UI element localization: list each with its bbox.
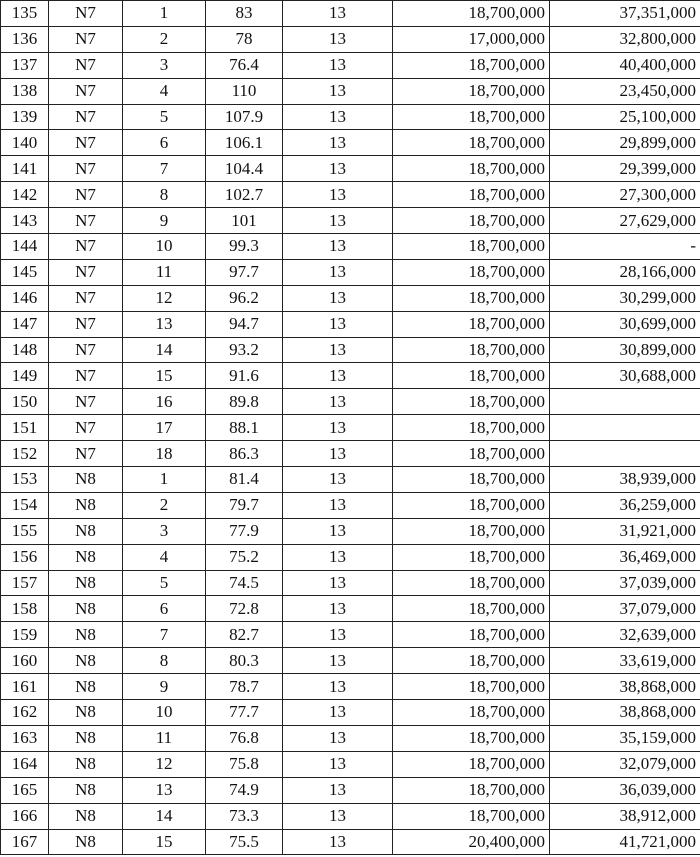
row-number-cell: 163 [1,725,49,751]
table-row [1,311,700,337]
unit-price-cell: 18,700,000 [393,156,550,182]
floor-count-cell: 13 [283,829,393,855]
unit-price-cell: 17,000,000 [393,26,550,52]
table-row [1,415,700,441]
unit-number-cell: 10 [123,700,206,726]
table-row [1,285,700,311]
area-cell: 75.8 [206,751,283,777]
area-cell: 75.5 [206,829,283,855]
block-cell: N7 [49,234,123,260]
total-price-cell: 41,721,000 [550,829,700,855]
table-row [1,622,700,648]
floor-count-cell: 13 [283,674,393,700]
total-price-cell: 23,450,000 [550,78,700,104]
unit-price-cell: 18,700,000 [393,518,550,544]
total-price-cell: 28,166,000 [550,259,700,285]
unit-price-cell: 18,700,000 [393,674,550,700]
unit-number-cell: 5 [123,104,206,130]
area-cell: 104.4 [206,156,283,182]
total-price-cell: 30,899,000 [550,337,700,363]
total-price-cell [550,415,700,441]
floor-count-cell: 13 [283,234,393,260]
row-number-cell: 148 [1,337,49,363]
total-price-cell [550,389,700,415]
total-price-cell: 30,688,000 [550,363,700,389]
area-cell: 74.5 [206,570,283,596]
table-row [1,570,700,596]
block-cell: N8 [49,544,123,570]
area-cell: 101 [206,208,283,234]
area-cell: 78.7 [206,674,283,700]
area-cell: 89.8 [206,389,283,415]
block-cell: N7 [49,415,123,441]
table-row [1,182,700,208]
unit-number-cell: 2 [123,492,206,518]
floor-count-cell: 13 [283,285,393,311]
total-price-cell [550,441,700,467]
row-number-cell: 167 [1,829,49,855]
total-price-cell: 38,868,000 [550,674,700,700]
table-row [1,441,700,467]
total-price-cell: 33,619,000 [550,648,700,674]
total-price-cell: 32,079,000 [550,751,700,777]
area-cell: 80.3 [206,648,283,674]
unit-number-cell: 3 [123,52,206,78]
area-cell: 107.9 [206,104,283,130]
block-cell: N7 [49,259,123,285]
unit-price-cell: 18,700,000 [393,492,550,518]
table-row [1,52,700,78]
area-cell: 72.8 [206,596,283,622]
area-cell: 77.9 [206,518,283,544]
floor-count-cell: 13 [283,803,393,829]
area-cell: 75.2 [206,544,283,570]
floor-count-cell: 13 [283,441,393,467]
total-price-cell: 35,159,000 [550,725,700,751]
table-row [1,492,700,518]
row-number-cell: 137 [1,52,49,78]
row-number-cell: 157 [1,570,49,596]
block-cell: N7 [49,363,123,389]
total-price-cell: 27,300,000 [550,182,700,208]
row-number-cell: 161 [1,674,49,700]
table-row [1,725,700,751]
table-row [1,700,700,726]
table-row [1,26,700,52]
floor-count-cell: 13 [283,622,393,648]
row-number-cell: 138 [1,78,49,104]
row-number-cell: 164 [1,751,49,777]
block-cell: N8 [49,492,123,518]
total-price-cell: 32,800,000 [550,26,700,52]
block-cell: N8 [49,467,123,493]
block-cell: N8 [49,725,123,751]
floor-count-cell: 13 [283,26,393,52]
unit-price-cell: 18,700,000 [393,441,550,467]
table-row [1,363,700,389]
total-price-cell: 38,868,000 [550,700,700,726]
table-row [1,544,700,570]
floor-count-cell: 13 [283,363,393,389]
row-number-cell: 158 [1,596,49,622]
floor-count-cell: 13 [283,156,393,182]
row-number-cell: 150 [1,389,49,415]
row-number-cell: 160 [1,648,49,674]
table-row [1,803,700,829]
block-cell: N7 [49,52,123,78]
unit-price-cell: 18,700,000 [393,725,550,751]
area-cell: 99.3 [206,234,283,260]
table-row [1,1,700,27]
block-cell: N7 [49,156,123,182]
table-row [1,337,700,363]
total-price-cell: 36,039,000 [550,777,700,803]
block-cell: N8 [49,829,123,855]
block-cell: N7 [49,285,123,311]
row-number-cell: 151 [1,415,49,441]
total-price-cell: 25,100,000 [550,104,700,130]
table-row [1,648,700,674]
total-price-cell: 37,079,000 [550,596,700,622]
unit-price-cell: 18,700,000 [393,311,550,337]
unit-price-cell: 18,700,000 [393,208,550,234]
table-row [1,259,700,285]
floor-count-cell: 13 [283,751,393,777]
unit-price-cell: 18,700,000 [393,52,550,78]
row-number-cell: 135 [1,1,49,27]
row-number-cell: 147 [1,311,49,337]
floor-count-cell: 13 [283,208,393,234]
total-price-cell: 30,699,000 [550,311,700,337]
unit-number-cell: 9 [123,674,206,700]
block-cell: N7 [49,1,123,27]
block-cell: N7 [49,26,123,52]
floor-count-cell: 13 [283,337,393,363]
block-cell: N8 [49,751,123,777]
unit-price-cell: 18,700,000 [393,570,550,596]
area-cell: 79.7 [206,492,283,518]
floor-count-cell: 13 [283,311,393,337]
table-row [1,467,700,493]
row-number-cell: 165 [1,777,49,803]
block-cell: N7 [49,78,123,104]
unit-number-cell: 14 [123,803,206,829]
row-number-cell: 145 [1,259,49,285]
unit-number-cell: 18 [123,441,206,467]
floor-count-cell: 13 [283,1,393,27]
unit-number-cell: 5 [123,570,206,596]
area-cell: 76.4 [206,52,283,78]
unit-number-cell: 11 [123,725,206,751]
block-cell: N7 [49,208,123,234]
total-price-cell: 32,639,000 [550,622,700,648]
block-cell: N8 [49,570,123,596]
table-row [1,829,700,855]
block-cell: N7 [49,311,123,337]
floor-count-cell: 13 [283,492,393,518]
block-cell: N8 [49,700,123,726]
area-cell: 88.1 [206,415,283,441]
row-number-cell: 155 [1,518,49,544]
unit-number-cell: 15 [123,363,206,389]
row-number-cell: 162 [1,700,49,726]
table-row [1,104,700,130]
unit-number-cell: 10 [123,234,206,260]
floor-count-cell: 13 [283,78,393,104]
total-price-cell: 29,399,000 [550,156,700,182]
floor-count-cell: 13 [283,544,393,570]
row-number-cell: 144 [1,234,49,260]
unit-number-cell: 12 [123,751,206,777]
unit-price-cell: 18,700,000 [393,803,550,829]
unit-price-cell: 18,700,000 [393,104,550,130]
row-number-cell: 159 [1,622,49,648]
area-cell: 81.4 [206,467,283,493]
block-cell: N8 [49,648,123,674]
total-price-cell: 38,939,000 [550,467,700,493]
block-cell: N7 [49,337,123,363]
table-row [1,674,700,700]
row-number-cell: 142 [1,182,49,208]
unit-price-cell: 18,700,000 [393,467,550,493]
unit-number-cell: 16 [123,389,206,415]
table-row [1,156,700,182]
block-cell: N8 [49,803,123,829]
area-cell: 82.7 [206,622,283,648]
row-number-cell: 149 [1,363,49,389]
area-cell: 86.3 [206,441,283,467]
floor-count-cell: 13 [283,518,393,544]
unit-price-cell: 18,700,000 [393,777,550,803]
block-cell: N8 [49,777,123,803]
unit-price-cell: 18,700,000 [393,389,550,415]
unit-price-cell: 18,700,000 [393,648,550,674]
unit-price-cell: 18,700,000 [393,259,550,285]
block-cell: N8 [49,596,123,622]
unit-number-cell: 12 [123,285,206,311]
unit-price-cell: 18,700,000 [393,596,550,622]
floor-count-cell: 13 [283,700,393,726]
unit-number-cell: 15 [123,829,206,855]
row-number-cell: 152 [1,441,49,467]
area-cell: 94.7 [206,311,283,337]
floor-count-cell: 13 [283,467,393,493]
floor-count-cell: 13 [283,777,393,803]
total-price-cell: 27,629,000 [550,208,700,234]
area-cell: 77.7 [206,700,283,726]
unit-number-cell: 11 [123,259,206,285]
total-price-cell: 37,351,000 [550,1,700,27]
total-price-cell: 30,299,000 [550,285,700,311]
block-cell: N7 [49,130,123,156]
unit-number-cell: 6 [123,596,206,622]
unit-number-cell: 13 [123,777,206,803]
floor-count-cell: 13 [283,52,393,78]
unit-number-cell: 8 [123,648,206,674]
unit-number-cell: 17 [123,415,206,441]
area-cell: 106.1 [206,130,283,156]
floor-count-cell: 13 [283,725,393,751]
unit-number-cell: 6 [123,130,206,156]
total-price-cell: - [550,234,700,260]
table-row [1,130,700,156]
area-cell: 110 [206,78,283,104]
table-body [1,1,700,855]
block-cell: N8 [49,674,123,700]
floor-count-cell: 13 [283,648,393,674]
floor-count-cell: 13 [283,415,393,441]
unit-number-cell: 14 [123,337,206,363]
unit-price-cell: 18,700,000 [393,544,550,570]
unit-number-cell: 4 [123,78,206,104]
unit-number-cell: 3 [123,518,206,544]
row-number-cell: 136 [1,26,49,52]
total-price-cell: 36,259,000 [550,492,700,518]
unit-price-cell: 18,700,000 [393,1,550,27]
area-cell: 83 [206,1,283,27]
unit-price-cell: 18,700,000 [393,78,550,104]
area-cell: 91.6 [206,363,283,389]
unit-number-cell: 7 [123,156,206,182]
block-cell: N8 [49,518,123,544]
unit-price-cell: 18,700,000 [393,415,550,441]
row-number-cell: 139 [1,104,49,130]
unit-price-cell: 18,700,000 [393,234,550,260]
block-cell: N8 [49,622,123,648]
unit-price-cell: 18,700,000 [393,182,550,208]
block-cell: N7 [49,441,123,467]
area-cell: 74.9 [206,777,283,803]
total-price-cell: 37,039,000 [550,570,700,596]
total-price-cell: 36,469,000 [550,544,700,570]
area-cell: 73.3 [206,803,283,829]
unit-number-cell: 13 [123,311,206,337]
table-row [1,518,700,544]
unit-number-cell: 1 [123,467,206,493]
floor-count-cell: 13 [283,104,393,130]
block-cell: N7 [49,182,123,208]
unit-number-cell: 7 [123,622,206,648]
unit-price-cell: 20,400,000 [393,829,550,855]
area-cell: 97.7 [206,259,283,285]
unit-price-cell: 18,700,000 [393,130,550,156]
unit-price-cell: 18,700,000 [393,363,550,389]
unit-price-cell: 18,700,000 [393,337,550,363]
row-number-cell: 141 [1,156,49,182]
row-number-cell: 143 [1,208,49,234]
unit-number-cell: 9 [123,208,206,234]
floor-count-cell: 13 [283,596,393,622]
row-number-cell: 166 [1,803,49,829]
row-number-cell: 154 [1,492,49,518]
floor-count-cell: 13 [283,259,393,285]
row-number-cell: 140 [1,130,49,156]
unit-price-cell: 18,700,000 [393,751,550,777]
table-row [1,389,700,415]
block-cell: N7 [49,389,123,415]
row-number-cell: 153 [1,467,49,493]
floor-count-cell: 13 [283,389,393,415]
total-price-cell: 31,921,000 [550,518,700,544]
unit-price-cell: 18,700,000 [393,285,550,311]
table-row [1,751,700,777]
floor-count-cell: 13 [283,570,393,596]
area-cell: 93.2 [206,337,283,363]
table-row [1,78,700,104]
table-row [1,234,700,260]
block-cell: N7 [49,104,123,130]
unit-number-cell: 1 [123,1,206,27]
unit-number-cell: 2 [123,26,206,52]
unit-number-cell: 8 [123,182,206,208]
unit-price-cell: 18,700,000 [393,622,550,648]
unit-number-cell: 4 [123,544,206,570]
row-number-cell: 146 [1,285,49,311]
area-cell: 96.2 [206,285,283,311]
total-price-cell: 38,912,000 [550,803,700,829]
table-row [1,777,700,803]
area-cell: 76.8 [206,725,283,751]
row-number-cell: 156 [1,544,49,570]
total-price-cell: 29,899,000 [550,130,700,156]
table-row [1,596,700,622]
unit-price-cell: 18,700,000 [393,700,550,726]
floor-count-cell: 13 [283,130,393,156]
area-cell: 102.7 [206,182,283,208]
table-row [1,208,700,234]
total-price-cell: 40,400,000 [550,52,700,78]
floor-count-cell: 13 [283,182,393,208]
area-cell: 78 [206,26,283,52]
